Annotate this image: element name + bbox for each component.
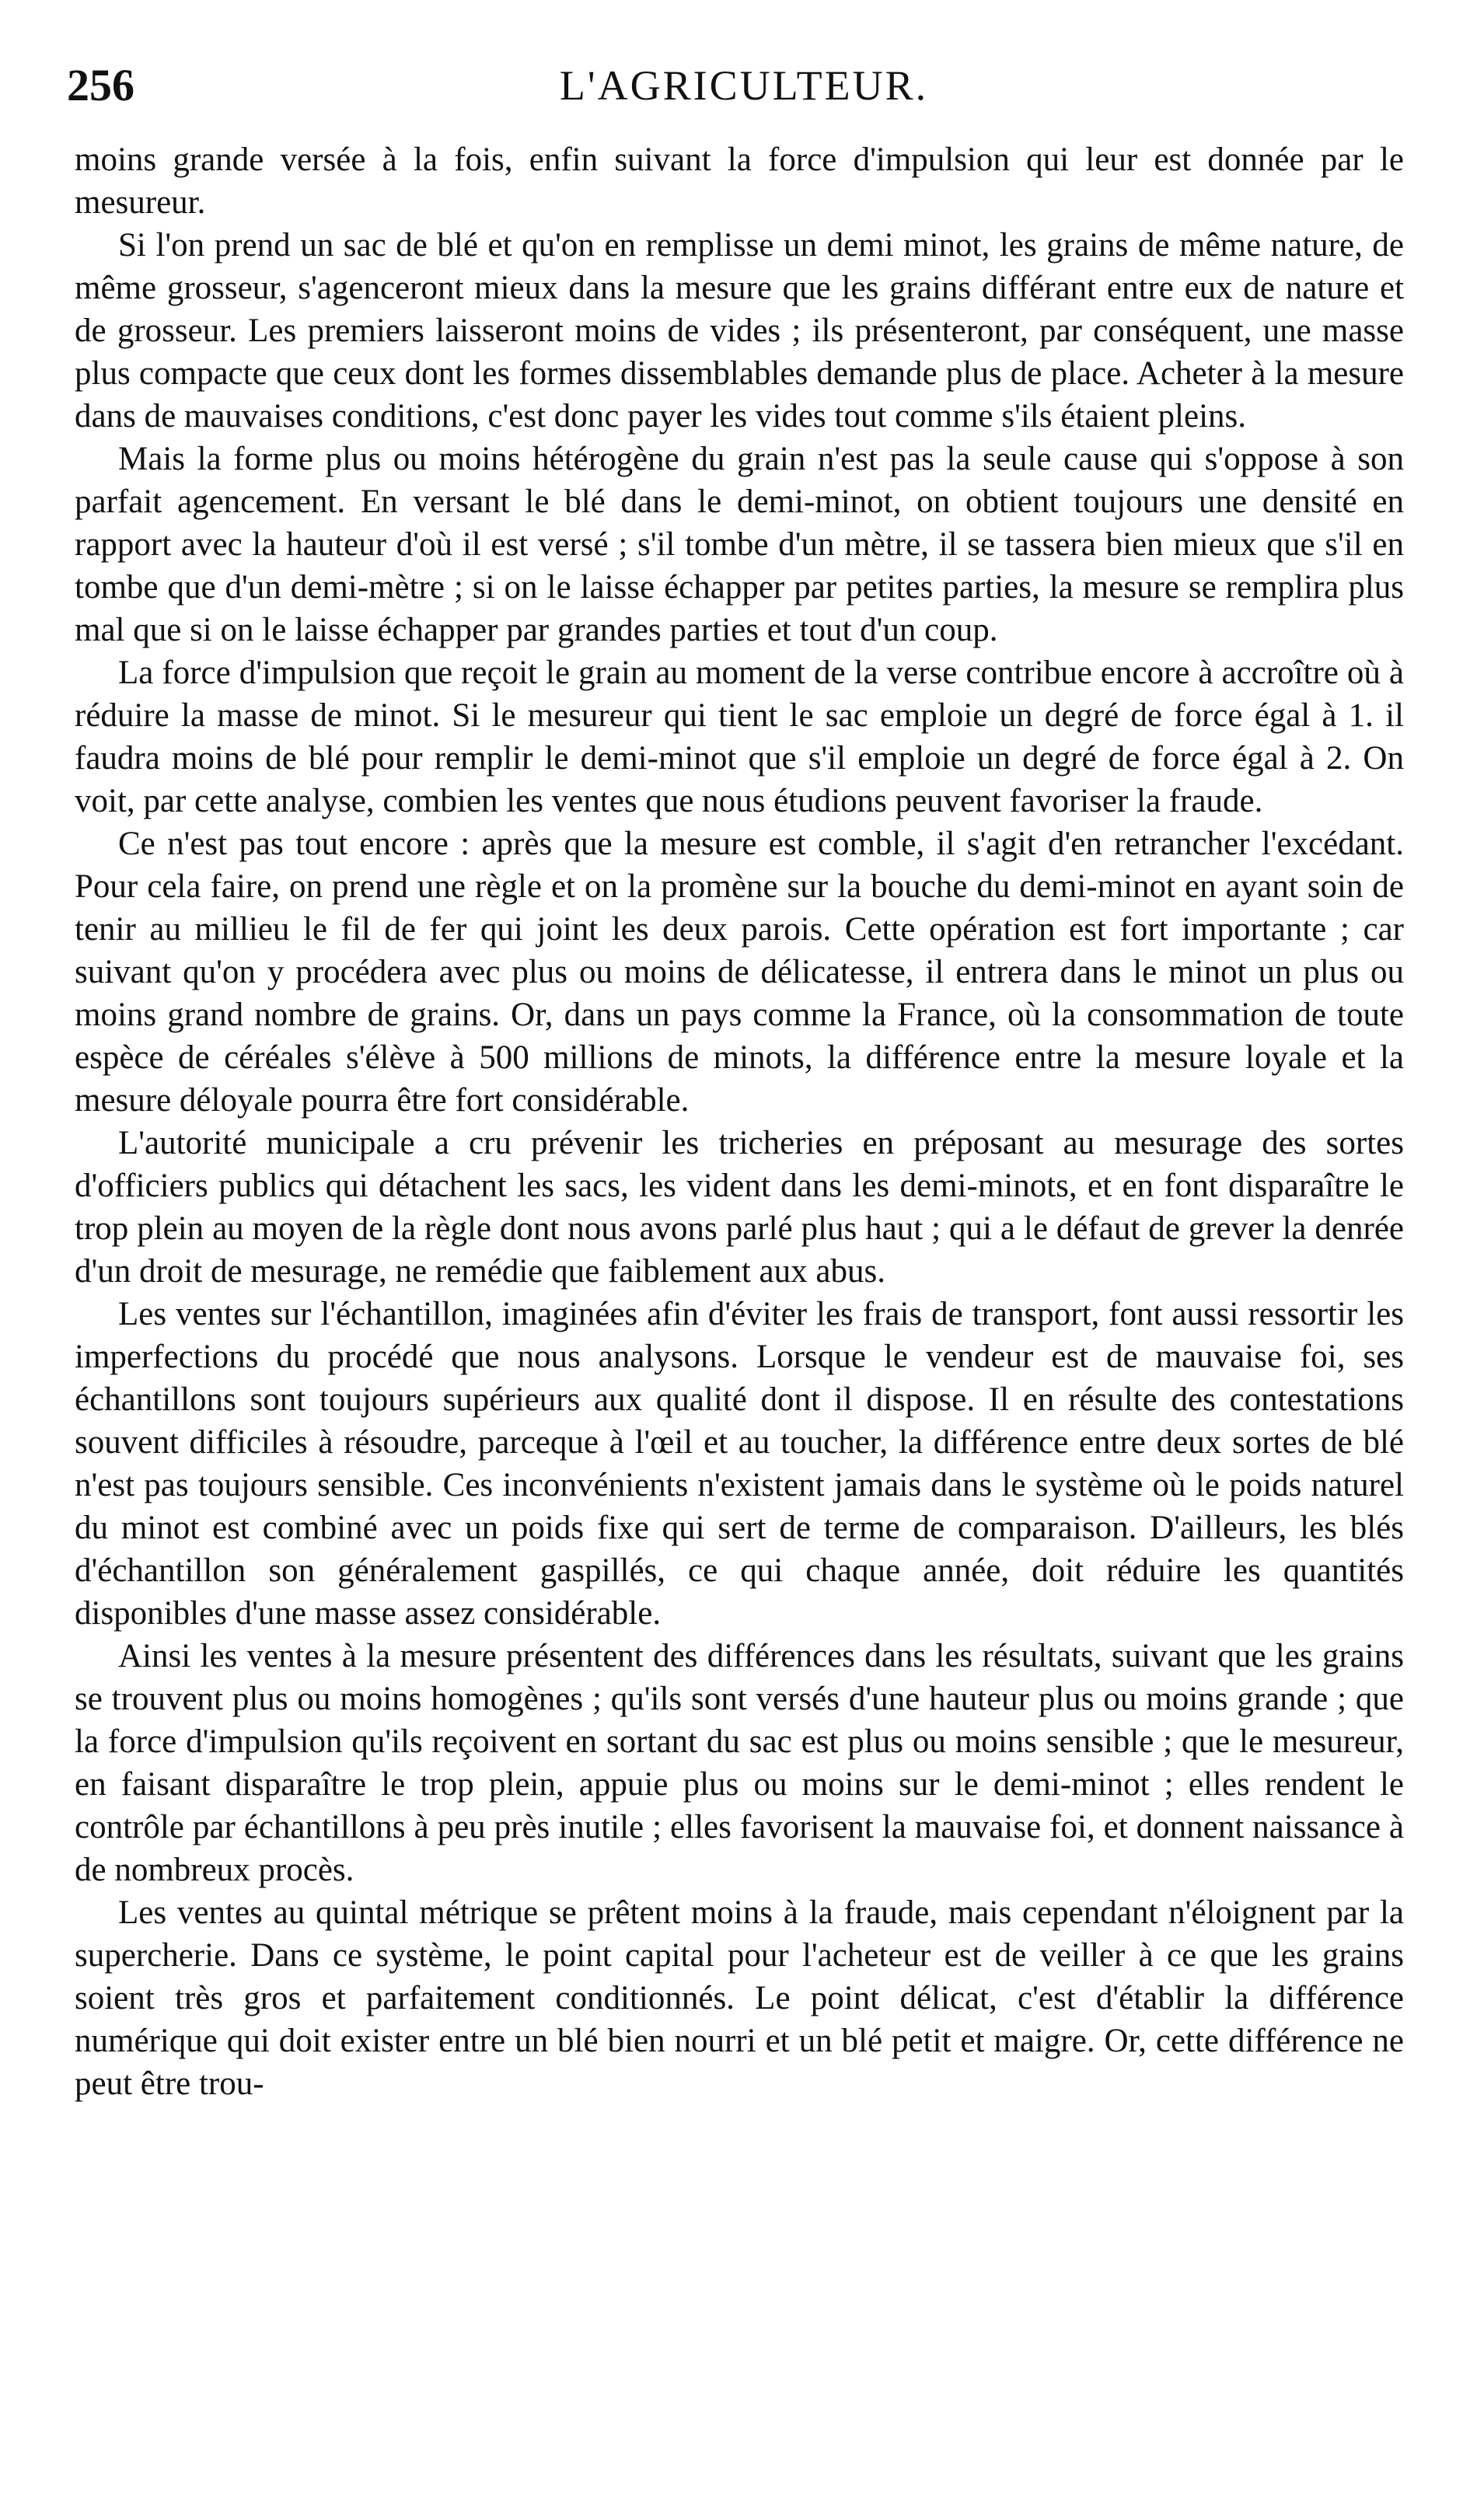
paragraph-forme-heterogene: Mais la forme plus ou moins hétérogène du grain n'est pas la seule cause qui s'oppose à son parfait agencement. En versant le blé dans le demi-minot, on obtient toujours une densité en rapport avec la hauteur d'où il est versé ; s'il tombe d'un mètre, il se tassera bien mieux que s'il en tombe que d'un demi-mètre ; si on le laisse échapper par petites parties, la mesure se remplira plus mal que si on le laisse échapper par grandes parties et tout d'un coup. — [75, 441, 1404, 648]
page-header — [67, 48, 1421, 123]
paragraph-ventes-echantillon: Les ventes sur l'échantillon, imaginées afin d'éviter les frais de transport, font aussi ressortir les imperfections du procédé que nous analysons. Lorsque le vendeur est de mauvaise foi, ses échantillons sont toujours supérieurs aux qualité dont il dispose. Il en résulte des contestations souvent difficiles à résoudre, parceque à l'œil et au toucher, la différence entre deux sortes de blé n'est pas toujours sensible. Ces inconvénients n'existent jamais dans le système où le poids naturel du minot est combiné avec un poids fixe qui sert de terme de comparaison. D'ailleurs, les blés d'échantillon son généralement gaspillés, ce qui chaque année, doit réduire les quantités disponibles d'une masse assez considérable. — [75, 1296, 1404, 1632]
paragraph-ventes-mesure: Ainsi les ventes à la mesure présentent des différences dans les résultats, suivant que les grains se trouvent plus ou moins homogènes ; qu'ils sont versés d'une hauteur plus ou moins grande ; que la force d'impulsion qu'ils reçoivent en sortant du sac est plus ou moins sensible ; que le mesureur, en faisant disparaître le trop plein, appuie plus ou moins sur le demi-minot ; elles rendent le contrôle par échantillons à peu près inutile ; elles favorisent la mauvaise foi, et donnent naissance à de nombreux procès. — [75, 1638, 1404, 1888]
paragraph-force-impulsion: La force d'impulsion que reçoit le grain au moment de la verse contribue encore à accroître où à réduire la masse de minot. Si le mesureur qui tient le sac emploie un degré de force égal à 1. il faudra moins de blé pour remplir le demi-minot que s'il emploie un degré de force égal à 2. On voit, par cette analyse, combien les ventes que nous étudions peuvent favoriser la fraude. — [75, 655, 1404, 819]
running-title: L'AGRICULTEUR. — [559, 62, 929, 109]
body-text — [75, 138, 1404, 2105]
paragraph-quintal-metrique: Les ventes au quintal métrique se prêtent moins à la fraude, mais cependant n'éloignent par la supercherie. Dans ce système, le point capital pour l'acheteur est de veiller à ce que les grains soient très gros et parfaitement conditionnés. Le point délicat, c'est d'établir la différence numérique qui doit exister entre un blé bien nourri et un blé petit et maigre. Or, cette différence ne peut être trou- — [75, 1894, 1404, 2102]
page-number: 256 — [67, 60, 134, 110]
paragraph-excedant: Ce n'est pas tout encore : après que la mesure est comble, il s'agit d'en retrancher l'excédant. Pour cela faire, on prend une règle et on la promène sur la bouche du demi-minot en ayant soin de tenir au millieu le fil de fer qui joint les deux parois. Cette opération est fort importante ; car suivant qu'on y procédera avec plus ou moins de délicatesse, il entrera dans le minot un plus ou moins grand nombre de grains. Or, dans un pays comme la France, où la consommation de toute espèce de céréales s'élève à 500 millions de minots, la différence entre la mesure loyale et la mesure déloyale pourra être fort considérable. — [75, 826, 1404, 1119]
paragraph-sac-de-ble: Si l'on prend un sac de blé et qu'on en remplisse un demi minot, les grains de même nature, de même grosseur, s'agenceront mieux dans la mesure que les grains différant entre eux de nature et de grosseur. Les premiers laisseront moins de vides ; ils présenteront, par conséquent, une masse plus compacte que ceux dont les formes dissemblables demande plus de place. Acheter à la mesure dans de mauvaises conditions, c'est donc payer les vides tout comme s'ils étaient pleins. — [75, 227, 1404, 435]
paragraph-autorite-municipale: L'autorité municipale a cru prévenir les tricheries en préposant au mesurage des sortes d'officiers publics qui détachent les sacs, les vident dans les demi-minots, et en font disparaître le trop plein au moyen de la règle dont nous avons parlé plus haut ; qui a le défaut de grever la denrée d'un droit de mesurage, ne remédie que faiblement aux abus. — [75, 1125, 1404, 1290]
paragraph-continuation: moins grande versée à la fois, enfin suivant la force d'impulsion qui leur est donnée par le mesureur. — [75, 141, 1404, 221]
